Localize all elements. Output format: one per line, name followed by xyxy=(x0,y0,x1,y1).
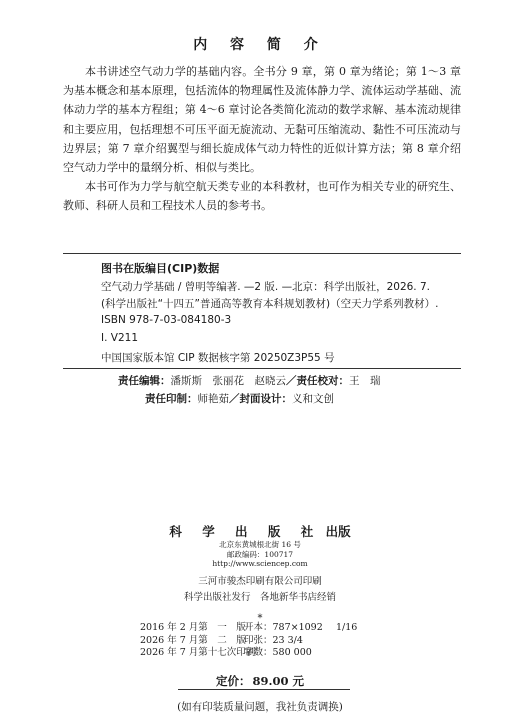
divider xyxy=(178,689,350,690)
distribution-line: 科学出版社发行 各地新华书店经销 xyxy=(183,592,336,603)
edition-row xyxy=(140,647,416,660)
cip-line-isbn: ISBN 978-7-03-084180-3 xyxy=(101,314,232,326)
edition-extra xyxy=(336,647,416,660)
credits-line-2 xyxy=(145,391,334,406)
editor-label: 责任编辑： xyxy=(118,375,171,387)
print-supervisor-name: 师艳茹 xyxy=(197,393,229,405)
publisher-postcode: 邮政编码：100717 xyxy=(226,550,294,559)
price-value: 89.00 元 xyxy=(252,674,304,688)
edition-extra xyxy=(336,635,416,648)
cip-line-record-number: 中国国家版本馆 CIP 数据核字第 20250Z3P55 号 xyxy=(101,352,335,364)
abstract-paragraph-1: 本书讲述空气动力学的基础内容。全书分 9 章，第 0 章为绪论；第 1～3 章为基本概念和基本原理，包括流体的物理属性及流体静力学、流体运动学基础、流体动力学的基本方程组；第 4～6 章讨论各类简化流动的数学求解、基本流动规律和主要应用，包括理想不可压平面无旋流动、无黏可压缩流动、黏性不可压流动与边界层；第 7 章介绍翼型与细长旋成体气动力特性的近似计算方法；第 8 章介绍空气动力学中的量纲分析、相似与类比。 xyxy=(63,65,461,175)
edition-date: 2016 年 2 月第 一 版 xyxy=(140,622,246,633)
publisher-name-suffix: 出版 xyxy=(325,524,351,539)
proofreader-label: ／责任校对： xyxy=(286,375,349,387)
credits-line-1 xyxy=(118,373,381,388)
edition-date: 2026 年 7 月第十七次印刷 xyxy=(140,647,256,658)
price xyxy=(0,673,520,689)
page-title: 内 容 简 介 xyxy=(193,37,327,53)
editor-names: 潘斯斯 张丽花 赵晓云 xyxy=(170,375,286,387)
proofreader-name: 王 瑞 xyxy=(349,375,381,387)
publisher-name xyxy=(0,522,520,540)
cip-heading: 图书在版编目(CIP)数据 xyxy=(101,262,220,275)
printer-line: 三河市骏杰印刷有限公司印刷 xyxy=(198,576,322,587)
price-label: 定价： xyxy=(215,674,251,688)
abstract-paragraph-2: 本书可作为力学与航空航天类专业的本科教材，也可作为相关专业的研究生、教师、科研人员和工程技术人员的参考书。 xyxy=(63,180,461,213)
edition-row xyxy=(140,622,416,635)
publisher-address: 北京东黄城根北街 16 号 xyxy=(219,540,301,549)
publisher-website: http://www.sciencep.com xyxy=(212,559,308,568)
edition-detail: 开本：787×1092 xyxy=(244,622,323,633)
separator-star: * xyxy=(257,613,263,624)
print-supervisor-label: 责任印制： xyxy=(145,393,198,405)
edition-detail: 印张：23 3/4 xyxy=(244,634,303,646)
edition-date: 2026 年 7 月第 二 版 xyxy=(140,634,246,646)
edition-info xyxy=(140,622,416,660)
cip-line-title: 空气动力学基础 / 曾明等编著. —2 版. —北京：科学出版社，2026. 7. xyxy=(101,281,430,293)
edition-extra: 1/16 xyxy=(336,622,358,633)
publisher-name-main: 科 学 出 版 社 xyxy=(169,524,322,539)
cip-line-series: (科学出版社“十四五”普通高等教育本科规划教材)（空天力学系列教材）. xyxy=(101,298,439,310)
abstract-section xyxy=(63,62,461,216)
cip-line-classification: Ⅰ. V211 xyxy=(101,332,138,344)
edition-detail: 字数：580 000 xyxy=(244,647,312,658)
cover-design-label: ／封面设计： xyxy=(229,393,292,405)
cover-design-name: 义和文创 xyxy=(292,393,334,405)
edition-row xyxy=(140,635,416,648)
quality-notice: (如有印装质量问题，我社负责调换) xyxy=(177,701,343,713)
cip-data-block xyxy=(63,253,461,369)
